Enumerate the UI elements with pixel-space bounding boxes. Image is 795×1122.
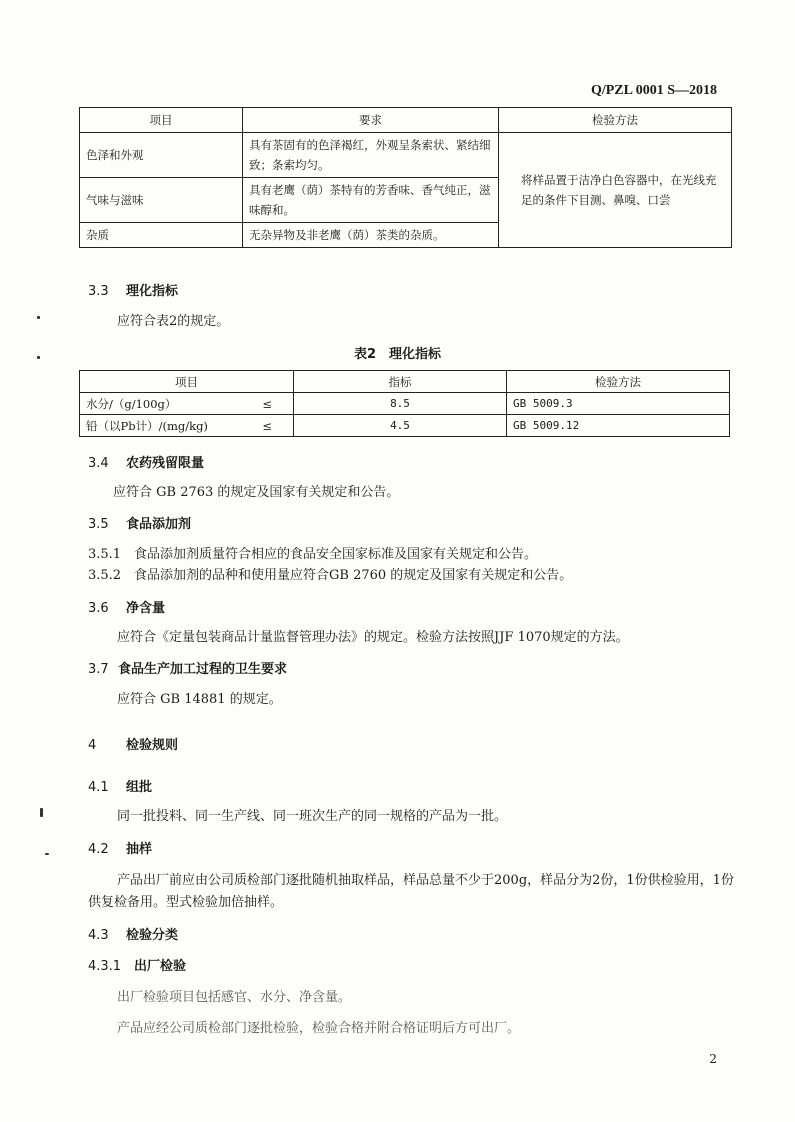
paragraph: 产品出厂前应由公司质检部门逐批随机抽取样品，样品总量不少于200g，样品分为2份，1份供检验用，1份供复检备用。型式检验加倍抽样。	[88, 873, 734, 910]
table2-cell-item: 水分/（g/100g）	[80, 393, 242, 415]
paragraph: 应符合表2的规定。	[117, 314, 230, 329]
table2-header-item: 项目	[80, 371, 294, 393]
scan-mark	[37, 316, 40, 319]
table2-cell-method: GB 5009.12	[507, 415, 730, 437]
section-heading: 4.2 抽样	[88, 842, 153, 857]
table-caption: 表2 理化指标	[353, 347, 442, 362]
section-heading: 3.4 农药残留限量	[88, 456, 205, 471]
table1-cell-item: 杂质	[80, 223, 243, 248]
paragraph: 应符合《定量包装商品计量监督管理办法》的规定。检验方法按照JJF 1070规定的方法。	[117, 630, 629, 645]
table1-header-requirement: 要求	[243, 108, 499, 133]
physicochemical-table	[79, 370, 730, 437]
paragraph: 产品应经公司质检部门逐批检验，检验合格并附合格证明后方可出厂。	[117, 1021, 521, 1036]
table1-header-item: 项目	[80, 108, 243, 133]
section-heading: 4.3.1 出厂检验	[88, 959, 187, 974]
sensory-requirements-table	[79, 107, 732, 248]
table2-header-indicator: 指标	[294, 371, 507, 393]
table2-header-method: 检验方法	[507, 371, 730, 393]
scan-mark	[40, 808, 43, 817]
paragraph: 出厂检验项目包括感官、水分、净含量。	[117, 990, 352, 1005]
scan-mark	[45, 853, 49, 855]
table-row	[80, 415, 730, 437]
table2-cell-value: 4.5	[294, 415, 507, 437]
table1-cell-requirement: 具有老鹰（荫）茶特有的芳香味、香气纯正，滋味醇和。	[243, 178, 499, 223]
list-item: 3.5.2 食品添加剂的品种和使用量应符合GB 2760 的规定及国家有关规定和公告。	[88, 568, 573, 583]
section-heading: 4.3 检验分类	[88, 928, 179, 943]
table1-cell-requirement: 无杂异物及非老鹰（荫）茶类的杂质。	[243, 223, 499, 248]
paragraph: 应符合 GB 2763 的规定及国家有关规定和公告。	[113, 485, 400, 500]
page-number: 2	[709, 1052, 717, 1066]
table1-header-method: 检验方法	[499, 108, 732, 133]
section-heading: 4 检验规则	[88, 738, 179, 753]
section-heading: 3.5 食品添加剂	[88, 517, 192, 532]
section-heading: 3.7 食品生产加工过程的卫生要求	[88, 662, 288, 677]
section-heading: 4.1 组批	[88, 780, 153, 795]
table-row	[80, 393, 730, 415]
table1-cell-requirement: 具有茶固有的色泽褐红，外观呈条索状、紧结细致；条索均匀。	[243, 133, 499, 178]
table1-cell-item: 气味与滋味	[80, 178, 243, 223]
paragraph: 同一批投料、同一生产线、同一班次生产的同一规格的产品为一批。	[117, 809, 508, 824]
table2-cell-operator: ≤	[242, 415, 294, 437]
paragraph: 应符合 GB 14881 的规定。	[117, 692, 282, 707]
table-row	[80, 133, 732, 178]
list-item: 3.5.1 食品添加剂质量符合相应的食品安全国家标准及国家有关规定和公告。	[88, 547, 538, 562]
section-heading: 3.3 理化指标	[88, 284, 179, 299]
table1-cell-method: 将样品置于洁净白色容器中，在光线充足的条件下目测、鼻嗅、口尝	[499, 133, 732, 248]
document-number: Q/PZL 0001 S—2018	[590, 83, 717, 98]
section-heading: 3.6 净含量	[88, 601, 166, 616]
table2-cell-method: GB 5009.3	[507, 393, 730, 415]
table1-cell-item: 色泽和外观	[80, 133, 243, 178]
table2-cell-item: 铅（以Pb计）/(mg/kg)	[80, 415, 242, 437]
table2-cell-operator: ≤	[242, 393, 294, 415]
table2-cell-value: 8.5	[294, 393, 507, 415]
